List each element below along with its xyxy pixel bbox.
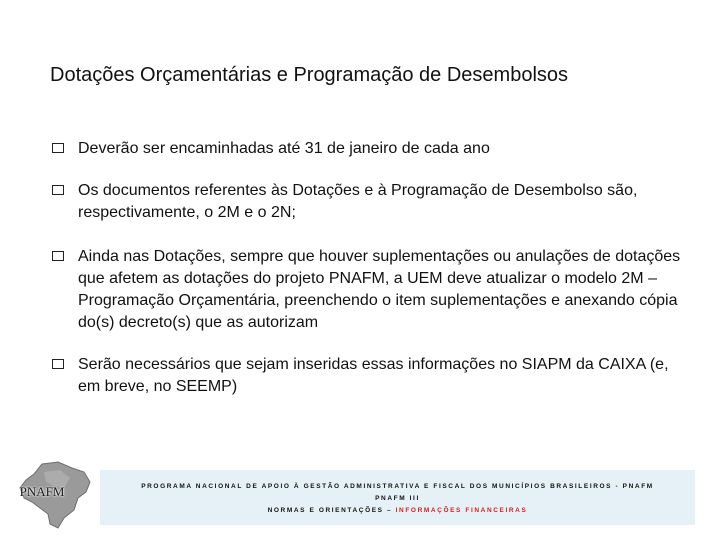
bullet-text: Serão necessários que sejam inseridas essas informações no SIAPM da CAIXA (e, em breve, no SEEMP) — [78, 356, 669, 395]
checkbox-square-icon — [52, 143, 64, 153]
checkbox-square-icon — [52, 185, 64, 195]
footer-line-3-prefix: NORMAS E ORIENTAÇÕES – — [267, 507, 396, 514]
bullet-item — [52, 180, 692, 224]
bullet-text: Deverão ser encaminhadas até 31 de janeiro de cada ano — [78, 140, 490, 157]
checkbox-square-icon — [52, 251, 64, 261]
bullet-text: Ainda nas Dotações, sempre que houver suplementações ou anulações de dotações que afetem as dotações do projeto PNAFM, a UEM deve atualizar o modelo 2M – Programação Orçamentária, preenchendo o item suplementações e anexando cópia do(s) decreto(s) que as autorizam — [78, 248, 681, 331]
bullet-item — [52, 246, 692, 334]
bullet-item — [52, 354, 692, 398]
bullet-item — [52, 138, 692, 160]
slide-title: Dotações Orçamentárias e Programação de Desembolsos — [50, 64, 569, 86]
bullet-text: Os documentos referentes às Dotações e à Programação de Desembolso são, respectivamente, o 2M e o 2N; — [78, 182, 638, 221]
footer-line-2: PNAFM III — [375, 495, 420, 502]
footer-line-3-highlight: INFORMAÇÕES FINANCEIRAS — [395, 507, 528, 514]
footer-line-3 — [100, 505, 695, 517]
logo-text: PNAFM — [19, 484, 65, 499]
footer — [100, 481, 695, 517]
checkbox-square-icon — [52, 359, 64, 369]
footer-line-1: PROGRAMA NACIONAL DE APOIO À GESTÃO ADMINISTRATIVA E FISCAL DOS MUNICÍPIOS BRASILEIROS - PNAFM — [141, 483, 654, 490]
